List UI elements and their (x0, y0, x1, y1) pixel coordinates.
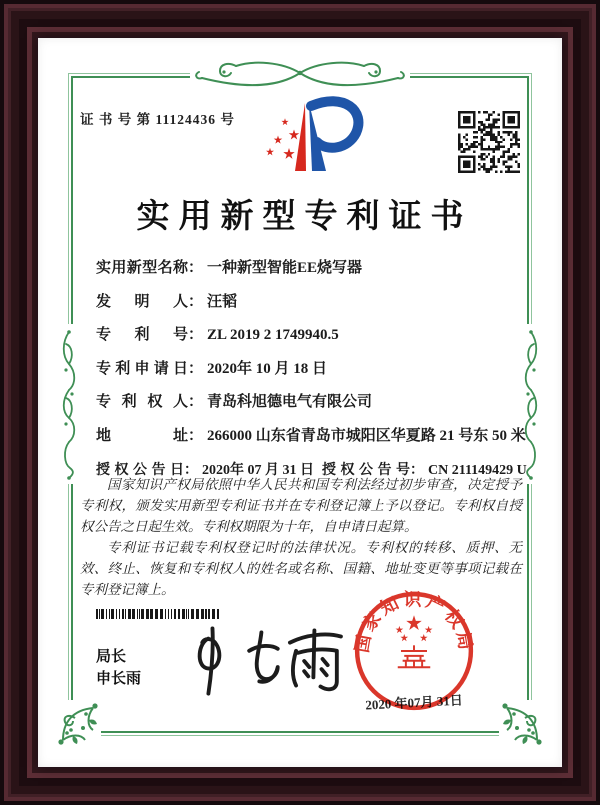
field-colon: ： (410, 463, 424, 478)
grant-date-value: 2020年 07 月 31 日 (202, 463, 314, 478)
legal-text (80, 474, 522, 600)
field-row-patentee (96, 386, 531, 420)
field-label: 专利申请日 (96, 360, 188, 377)
field-value: 266000 山东省青岛市城阳区华夏路 21 号东 50 米 (207, 427, 526, 444)
field-colon: ： (188, 394, 204, 410)
field-label: 地址 (96, 427, 188, 444)
seal-org-text: 国家知识产权局 (351, 589, 477, 655)
qr-code (458, 111, 520, 173)
corner-floral-right-icon (499, 700, 547, 748)
field-value: 青岛科旭德电气有限公司 (207, 394, 373, 410)
field-label: 专利权人 (96, 394, 188, 410)
field-label: 发明人 (96, 293, 188, 310)
field-colon: ： (188, 293, 204, 310)
field-colon: ： (184, 463, 198, 478)
field-row-name (96, 252, 531, 286)
signer-name: 申长雨 (96, 670, 142, 687)
top-flourish-icon (190, 56, 410, 92)
signer-block (96, 646, 141, 690)
signer-title: 局长 (96, 648, 127, 665)
field-label: 专利号 (96, 327, 188, 343)
field-label: 授权公告号 (322, 463, 410, 478)
certificate-paper (38, 38, 562, 767)
grant-no-value: CN 211149429 U (428, 463, 527, 478)
field-row-address (96, 420, 531, 454)
field-colon: ： (188, 360, 204, 377)
corner-floral-left-icon (53, 700, 101, 748)
field-row-patent-no (96, 319, 531, 353)
field-value: 2020年 10 月 18 日 (207, 360, 328, 377)
field-value: ZL 2019 2 1749940.5 (207, 327, 339, 343)
certificate-number: 证 书 号 第 11124436 号 (80, 112, 235, 127)
field-label: 实用新型名称 (96, 260, 188, 276)
field-row-filing-date (96, 353, 531, 387)
field-value: 汪韬 (207, 293, 238, 310)
barcode (96, 609, 236, 619)
signature-icon (188, 624, 346, 698)
seal-date: 2020 年07月 31日 (364, 692, 464, 713)
legal-paragraph-1: 国家知识产权局依照中华人民共和国专利法经过初步审查，决定授予专利权，颁发实用新型专利证书并在专利登记簿上予以登记。专利权自授权公告之日起生效。专利权期限为十年，自申请日起算。 (80, 477, 522, 534)
certificate-title: 实用新型专利证书 (136, 199, 473, 235)
field-value: 一种新型智能EE烧写器 (207, 260, 363, 276)
field-colon: ： (188, 260, 204, 276)
cnipa-logo-icon (248, 93, 378, 175)
field-colon: ： (188, 427, 204, 444)
left-scroll-icon (58, 324, 80, 484)
field-row-inventor (96, 286, 531, 320)
legal-paragraph-2: 专利证书记载专利权登记时的法律状况。专利权的转移、质押、无效、终止、恢复和专利权人的姓名或名称、国籍、地址变更等事项记载在专利登记簿上。 (80, 540, 522, 597)
field-label: 授权公告日 (96, 463, 184, 478)
field-colon: ： (188, 327, 204, 343)
field-list (96, 252, 531, 479)
seal-emblem-icon (398, 645, 431, 667)
